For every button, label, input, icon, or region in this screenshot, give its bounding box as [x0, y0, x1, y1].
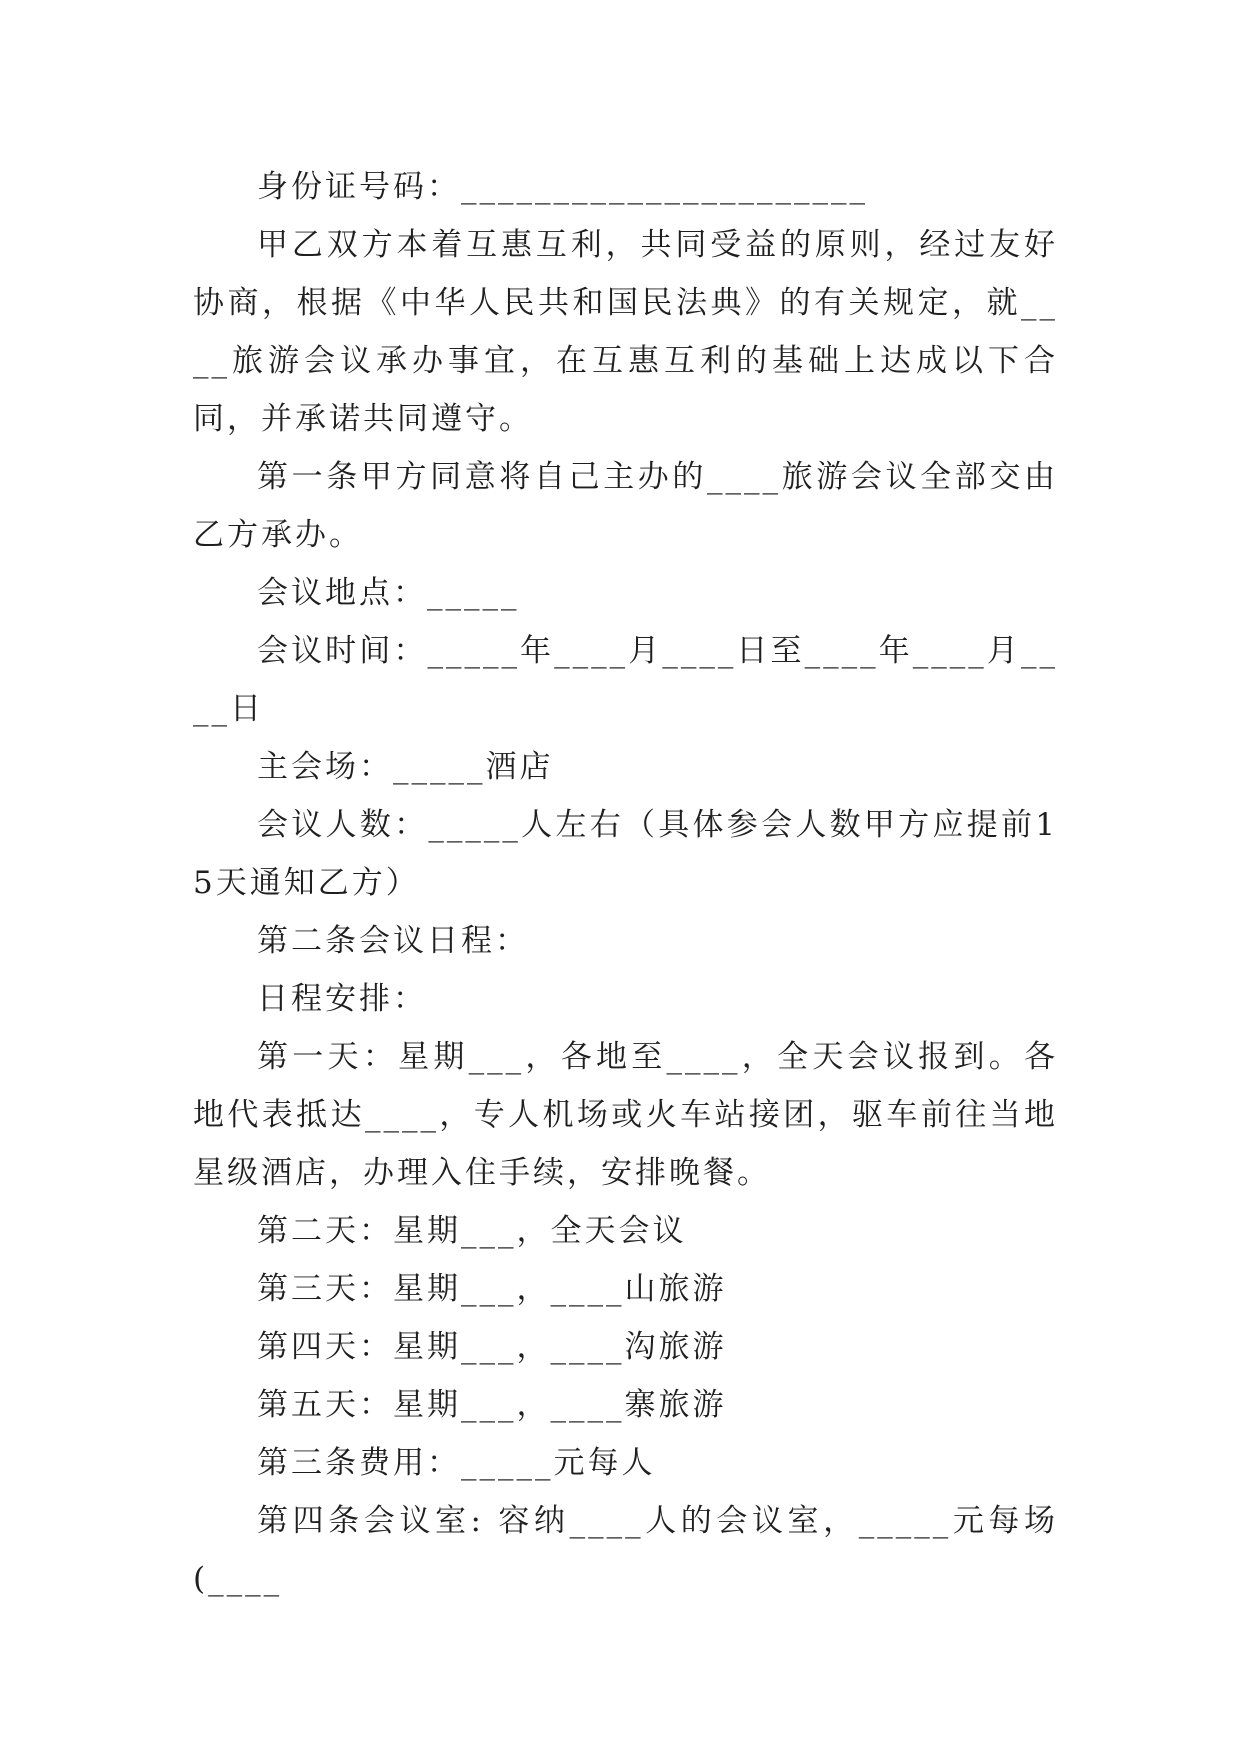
day-3-line: 第三天：星期___，____山旅游	[257, 1271, 727, 1307]
day-2-line: 第二天：星期___，全天会议	[257, 1213, 687, 1249]
preamble-paragraph: 甲乙双方本着互惠互利，共同受益的原则，经过友好协商，根据《中华人民共和国民法典》的有关规定，就____旅游会议承办事宜，在互惠互利的基础上达成以下合同，并承诺共同遵守。	[193, 227, 1058, 437]
document-body	[193, 158, 1058, 1608]
article-2-heading: 第二条会议日程：	[257, 923, 529, 959]
day-4-line: 第四天：星期___，____沟旅游	[257, 1329, 727, 1365]
article-1-paragraph: 第一条甲方同意将自己主办的____旅游会议全部交由乙方承办。	[193, 459, 1058, 553]
attendee-count-line: 会议人数：_____人左右（具体参会人数甲方应提前15天通知乙方）	[193, 807, 1058, 901]
meeting-time-line: 会议时间：_____年____月____日至____年____月____日	[193, 633, 1058, 727]
day-5-line: 第五天：星期___，____寨旅游	[257, 1387, 727, 1423]
id-number-line: 身份证号码：______________________	[257, 169, 868, 205]
meeting-location-line: 会议地点：_____	[257, 575, 520, 611]
schedule-heading: 日程安排：	[257, 981, 427, 1017]
article-4-meeting-room-line: 第四条会议室: 容纳____人的会议室，_____元每场(____	[193, 1503, 1058, 1597]
article-3-fee-line: 第三条费用：_____元每人	[257, 1445, 656, 1481]
day-1-paragraph: 第一天：星期___，各地至____，全天会议报到。各地代表抵达____，专人机场或火车站接团，驱车前往当地星级酒店，办理入住手续，安排晚餐。	[193, 1039, 1058, 1191]
main-venue-line: 主会场：_____酒店	[257, 749, 554, 785]
